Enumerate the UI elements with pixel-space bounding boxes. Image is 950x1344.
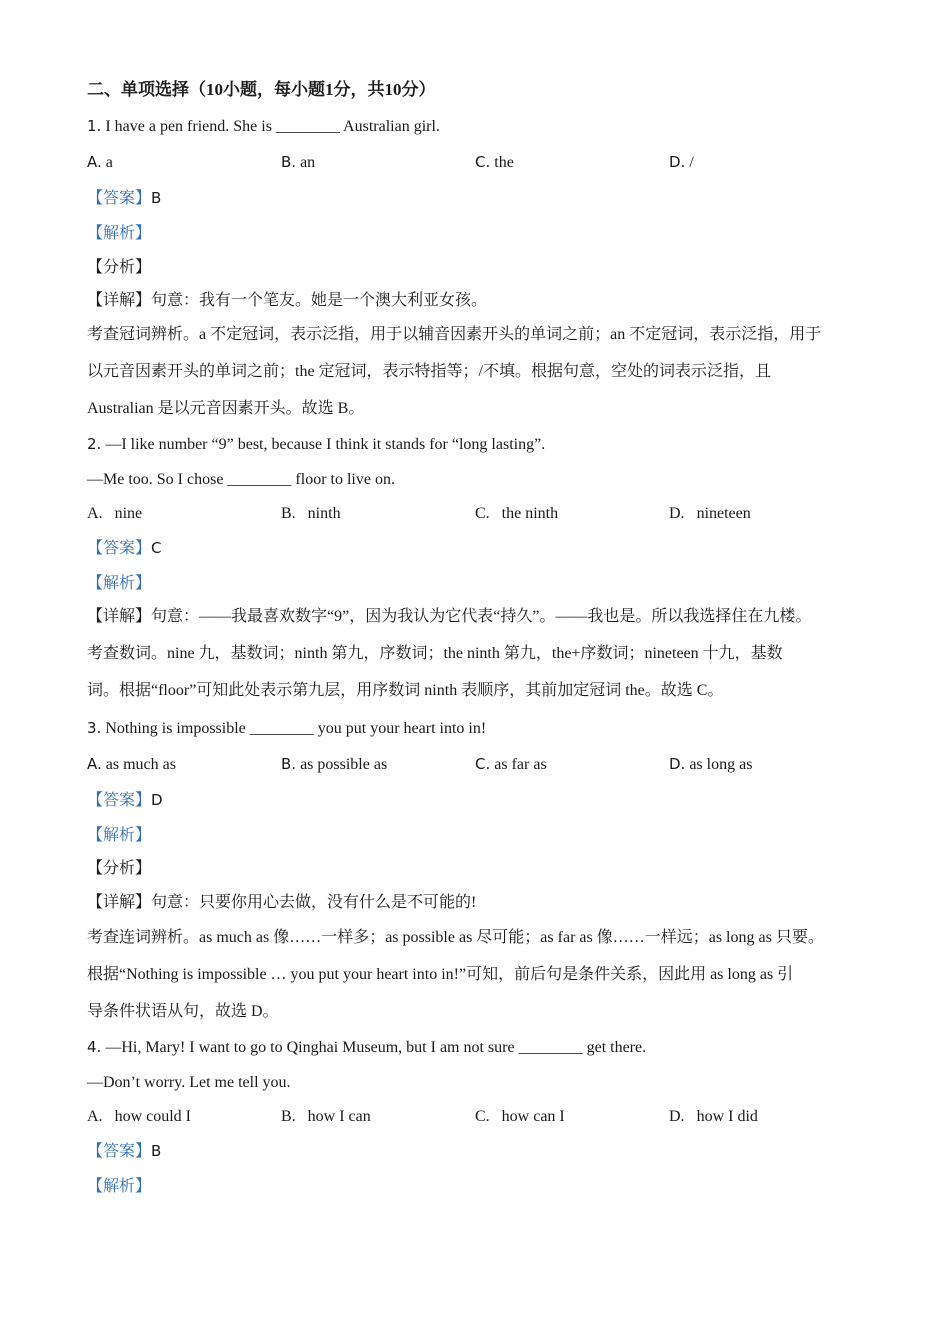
q1-explain-line-1: 考查冠词辨析。a 不定冠词，表示泛指，用于以辅音因素开头的单词之前；an 不定冠词，表示泛指，用于 (87, 326, 822, 343)
q1-explain-line-3: Australian 是以元音因素开头。故选 B。 (87, 400, 365, 417)
detail-text: 句意：我有一个笔友。她是一个澳大利亚女孩。 (151, 292, 488, 309)
q2-option-b: B. ninth (281, 505, 341, 522)
answer-value: B (151, 189, 162, 207)
q4-option-b: B. how I can (281, 1108, 371, 1125)
q1-option-a: A. a (87, 153, 113, 171)
question-text: —Hi, Mary! I want to go to Qinghai Museum, but I am not sure ________ get there. (105, 1039, 647, 1056)
q3-fenxi-tag: 【分析】 (87, 860, 152, 877)
answer-value: C (151, 539, 162, 557)
question-number: 2. (87, 435, 102, 453)
question-2-stem-2: —Me too. So I chose ________ floor to live on. (87, 471, 395, 488)
q3-option-a: A. as much as (87, 755, 176, 773)
section-title: 二、单项选择（10小题，每小题1分，共10分） (87, 80, 436, 99)
detail-tag: 【详解】 (87, 894, 152, 911)
q1-option-d: D. / (669, 153, 694, 171)
q3-explain-line-1: 考查连词辨析。as much as 像……一样多；as possible as 尽可能；as far as 像……一样远；as long as 只要。 (87, 929, 824, 946)
question-4-stem-1 (87, 1036, 646, 1059)
question-text: —I like number “9” best, because I think it stands for “long lasting”. (105, 436, 546, 453)
q1-option-c: C. the (475, 153, 514, 171)
q2-explain-line-1: 考查数词。nine 九，基数词；ninth 第九，序数词；the ninth 第九，the+序数词；nineteen 十九，基数 (87, 645, 783, 662)
q3-analysis-tag: 【解析】 (87, 827, 152, 844)
detail-tag: 【详解】 (87, 608, 152, 625)
answer-value: D (151, 791, 163, 809)
question-text: I have a pen friend. She is ________ Australian girl. (105, 118, 440, 135)
q2-option-a: A. nine (87, 505, 143, 522)
question-2-stem-1 (87, 433, 545, 456)
q2-explain-line-2: 词。根据“floor”可知此处表示第九层，用序数词 ninth 表顺序，其前加定冠词 the。故选 C。 (87, 682, 724, 699)
detail-text: 句意：——我最喜欢数字“9”，因为我认为它代表“持久”。——我也是。所以我选择住在九楼。 (151, 608, 812, 625)
question-number: 4. (87, 1038, 102, 1056)
q2-analysis-tag: 【解析】 (87, 575, 152, 592)
q4-option-d: D. how I did (669, 1108, 758, 1125)
detail-text: 句意：只要你用心去做，没有什么是不可能的! (151, 894, 477, 911)
q1-answer (87, 187, 161, 210)
answer-tag: 【答案】 (87, 792, 152, 809)
q3-explain-line-2: 根据“Nothing is impossible … you put your heart into in!”可知，前后句是条件关系，因此用 as long as 引 (87, 966, 794, 983)
q4-option-c: C. how can I (475, 1108, 565, 1125)
q3-explain-line-3: 导条件状语从句，故选 D。 (87, 1003, 279, 1020)
q2-answer (87, 537, 162, 560)
q4-analysis-tag: 【解析】 (87, 1178, 152, 1195)
detail-tag: 【详解】 (87, 292, 152, 309)
q1-option-b: B. an (281, 153, 316, 171)
q1-fenxi-tag: 【分析】 (87, 259, 152, 276)
q3-option-b: B. as possible as (281, 755, 388, 773)
q2-detail (87, 606, 811, 628)
question-number: 3. (87, 719, 102, 737)
q1-analysis-tag: 【解析】 (87, 225, 152, 242)
answer-value: B (151, 1142, 162, 1160)
q2-option-c: C. the ninth (475, 505, 559, 522)
q3-answer (87, 789, 163, 812)
q4-option-a: A. how could I (87, 1108, 191, 1125)
question-1-stem (87, 115, 440, 138)
question-number: 1. (87, 117, 102, 135)
answer-tag: 【答案】 (87, 1143, 152, 1160)
question-4-stem-2: —Don’t worry. Let me tell you. (87, 1074, 291, 1091)
answer-tag: 【答案】 (87, 190, 152, 207)
answer-tag: 【答案】 (87, 540, 152, 557)
q1-explain-line-2: 以元音因素开头的单词之前；the 定冠词，表示特指等；/不填。根据句意，空处的词表示泛指，且 (87, 363, 771, 380)
q3-detail (87, 892, 476, 914)
q3-option-d: D. as long as (669, 755, 753, 773)
q1-detail (87, 290, 487, 312)
q3-option-c: C. as far as (475, 755, 547, 773)
q2-option-d: D. nineteen (669, 505, 751, 522)
question-3-stem (87, 717, 486, 740)
question-text: Nothing is impossible ________ you put your heart into in! (105, 720, 487, 737)
q4-answer (87, 1140, 161, 1163)
